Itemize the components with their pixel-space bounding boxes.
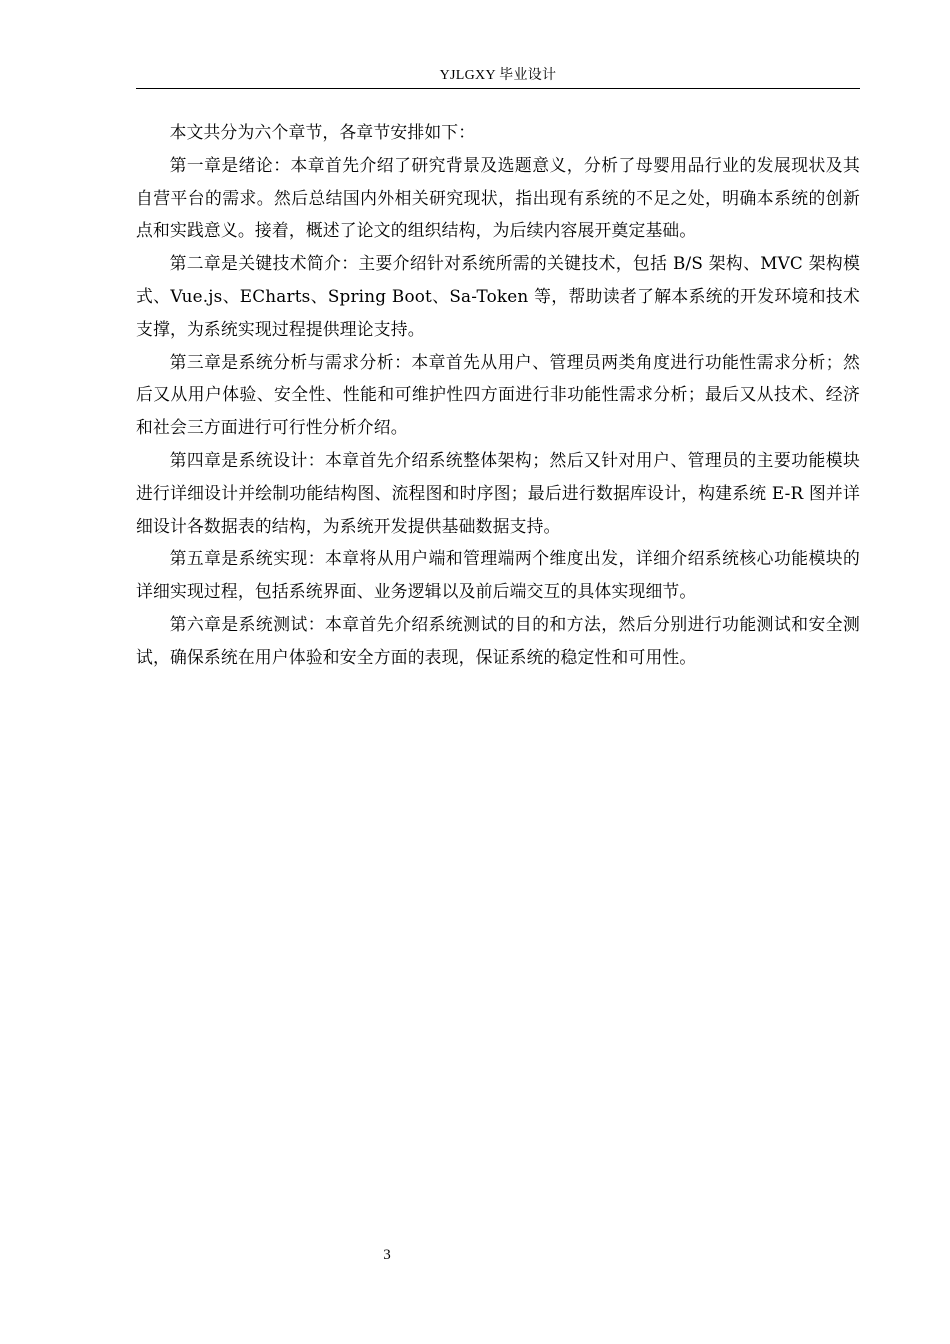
page-header [136, 64, 860, 89]
page-number: 3 [383, 1247, 391, 1263]
paragraph-chapter-6: 第六章是系统测试：本章首先介绍系统测试的目的和方法，然后分别进行功能测试和安全测试，确保系统在用户体验和安全方面的表现，保证系统的稳定性和可用性。 [136, 613, 860, 667]
paragraph-intro: 本文共分为六个章节，各章节安排如下： [169, 122, 476, 142]
header-title: YJLGXY 毕业设计 [439, 68, 557, 83]
body-content [136, 116, 860, 674]
paragraph-chapter-1: 第一章是绪论：本章首先介绍了研究背景及选题意义，分析了母婴用品行业的发展现状及其自营平台的需求。然后总结国内外相关研究现状，指出现有系统的不足之处，明确本系统的创新点和实践意义。接着，概述了论文的组织结构，为后续内容展开奠定基础。 [136, 154, 860, 241]
paragraph-chapter-3: 第三章是系统分析与需求分析：本章首先从用户、管理员两类角度进行功能性需求分析；然后又从用户体验、安全性、性能和可维护性四方面进行非功能性需求分析；最后又从技术、经济和社会三方面进行可行性分析介绍。 [136, 351, 860, 438]
paragraph-chapter-4: 第四章是系统设计：本章首先介绍系统整体架构；然后又针对用户、管理员的主要功能模块进行详细设计并绘制功能结构图、流程图和时序图；最后进行数据库设计，构建系统 E-R 图并详细设计各数据表的结构，为系统开发提供基础数据支持。 [136, 449, 860, 536]
paragraph-chapter-2: 第二章是关键技术简介：主要介绍针对系统所需的关键技术，包括 B/S 架构、MVC 架构模式、Vue.js、ECharts、Spring Boot、Sa-Token 等，帮助读者了解本系统的开发环境和技术支撑，为系统实现过程提供理论支持。 [136, 253, 860, 339]
paragraph-chapter-5: 第五章是系统实现：本章将从用户端和管理端两个维度出发，详细介绍系统核心功能模块的详细实现过程，包括系统界面、业务逻辑以及前后端交互的具体实现细节。 [136, 548, 860, 602]
